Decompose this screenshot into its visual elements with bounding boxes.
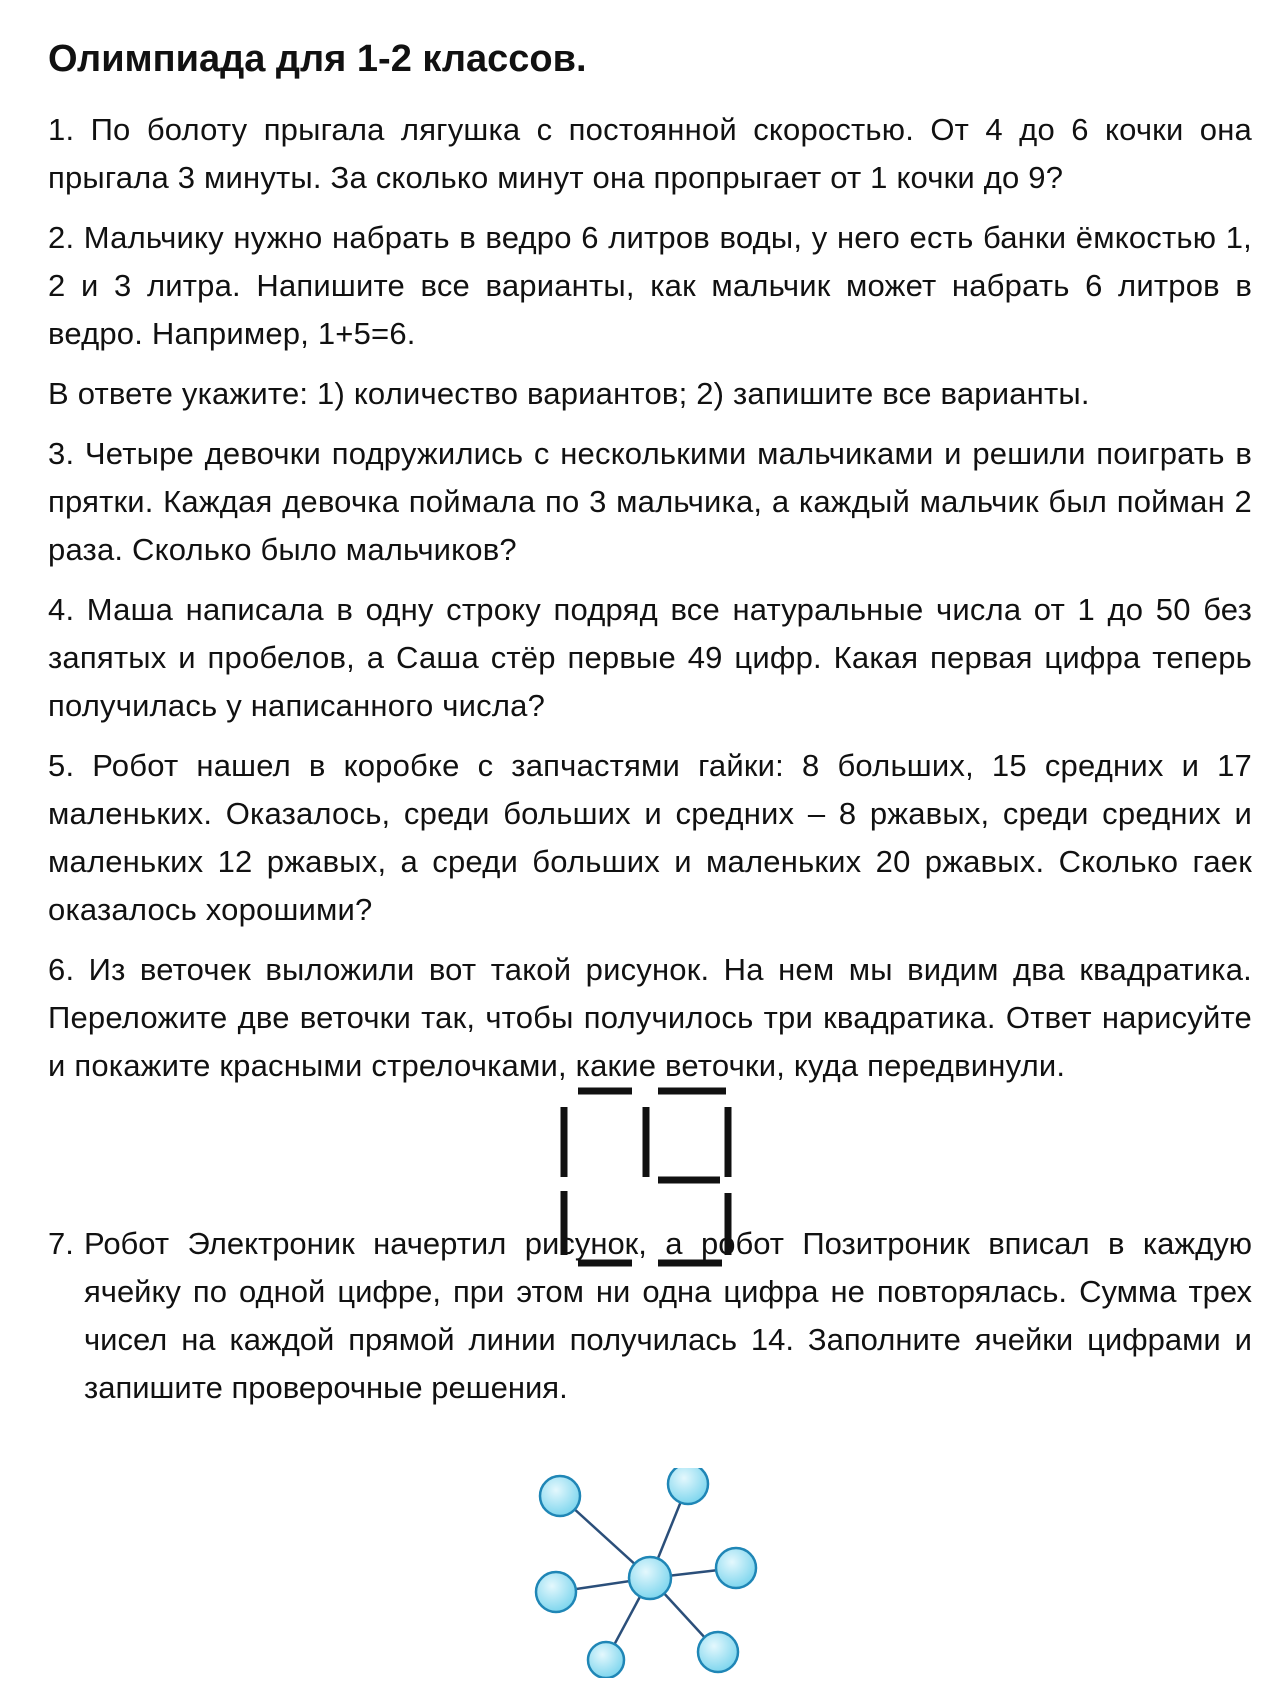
cell-lower-right — [698, 1632, 738, 1672]
cell-right — [716, 1548, 756, 1588]
cell-left — [536, 1572, 576, 1612]
problem-2-answer-instructions: В ответе укажите: 1) количество вариантов; 2) запишите все варианты. — [48, 375, 1090, 411]
problem-6: 6. Из веточек выложили вот такой рисунок. На нем мы видим два квадратика. Переложите две веточки так, чтобы получилось три квадратика. Ответ нарисуйте и покажите красными стрелочками, какие веточки, куда передвинули. — [48, 951, 1252, 1083]
problem-2: 2. Мальчику нужно набрать в ведро 6 литров воды, у него есть банки ёмкостью 1, 2 и 3 литра. Напишите все варианты, как мальчик может набрать 6 литров в ведро. Например, 1+5=6. — [48, 219, 1252, 351]
star-diagram — [526, 1468, 786, 1678]
problem-3: 3. Четыре девочки подружились с несколькими мальчиками и решили поиграть в прятки. Каждая девочка поймала по 3 мальчика, а каждый мальчик был пойман 2 раза. Сколько было мальчиков? — [48, 435, 1252, 567]
problem-5: 5. Робот нашел в коробке с запчастями гайки: 8 больших, 15 средних и 17 маленьких. Оказалось, среди больших и средних – 8 ржавых, среди средних и маленьких 12 ржавых, а среди больших и маленьких 20 ржавых. Сколько гаек оказалось хорошими? — [48, 747, 1252, 927]
cell-upper-left — [540, 1476, 580, 1516]
cell-top — [668, 1468, 708, 1504]
matchstick-figure — [550, 1085, 750, 1270]
cell-center — [629, 1557, 671, 1599]
problem-7-number: 7. — [48, 1225, 74, 1261]
cell-lower-left — [588, 1642, 624, 1678]
problem-7-text: Робот Электроник начертил рисунок, а робот Позитроник вписал в каждую ячейку по одной цифре, при этом ни одна цифра не повторялась. Сумма трех чисел на каждой прямой линии получилась 14. Заполните ячейки цифрами и запишите проверочные решения. — [84, 1225, 1252, 1405]
page-title: Олимпиада для 1-2 классов. — [48, 38, 587, 80]
problem-4: 4. Маша написала в одну строку подряд все натуральные числа от 1 до 50 без запятых и пробелов, а Саша стёр первые 49 цифр. Какая первая цифра теперь получилась у написанного числа? — [48, 591, 1252, 723]
problem-1: 1. По болоту прыгала лягушка с постоянной скоростью. От 4 до 6 кочки она прыгала 3 минуты. За сколько минут она пропрыгает от 1 кочки до 9? — [48, 111, 1252, 195]
